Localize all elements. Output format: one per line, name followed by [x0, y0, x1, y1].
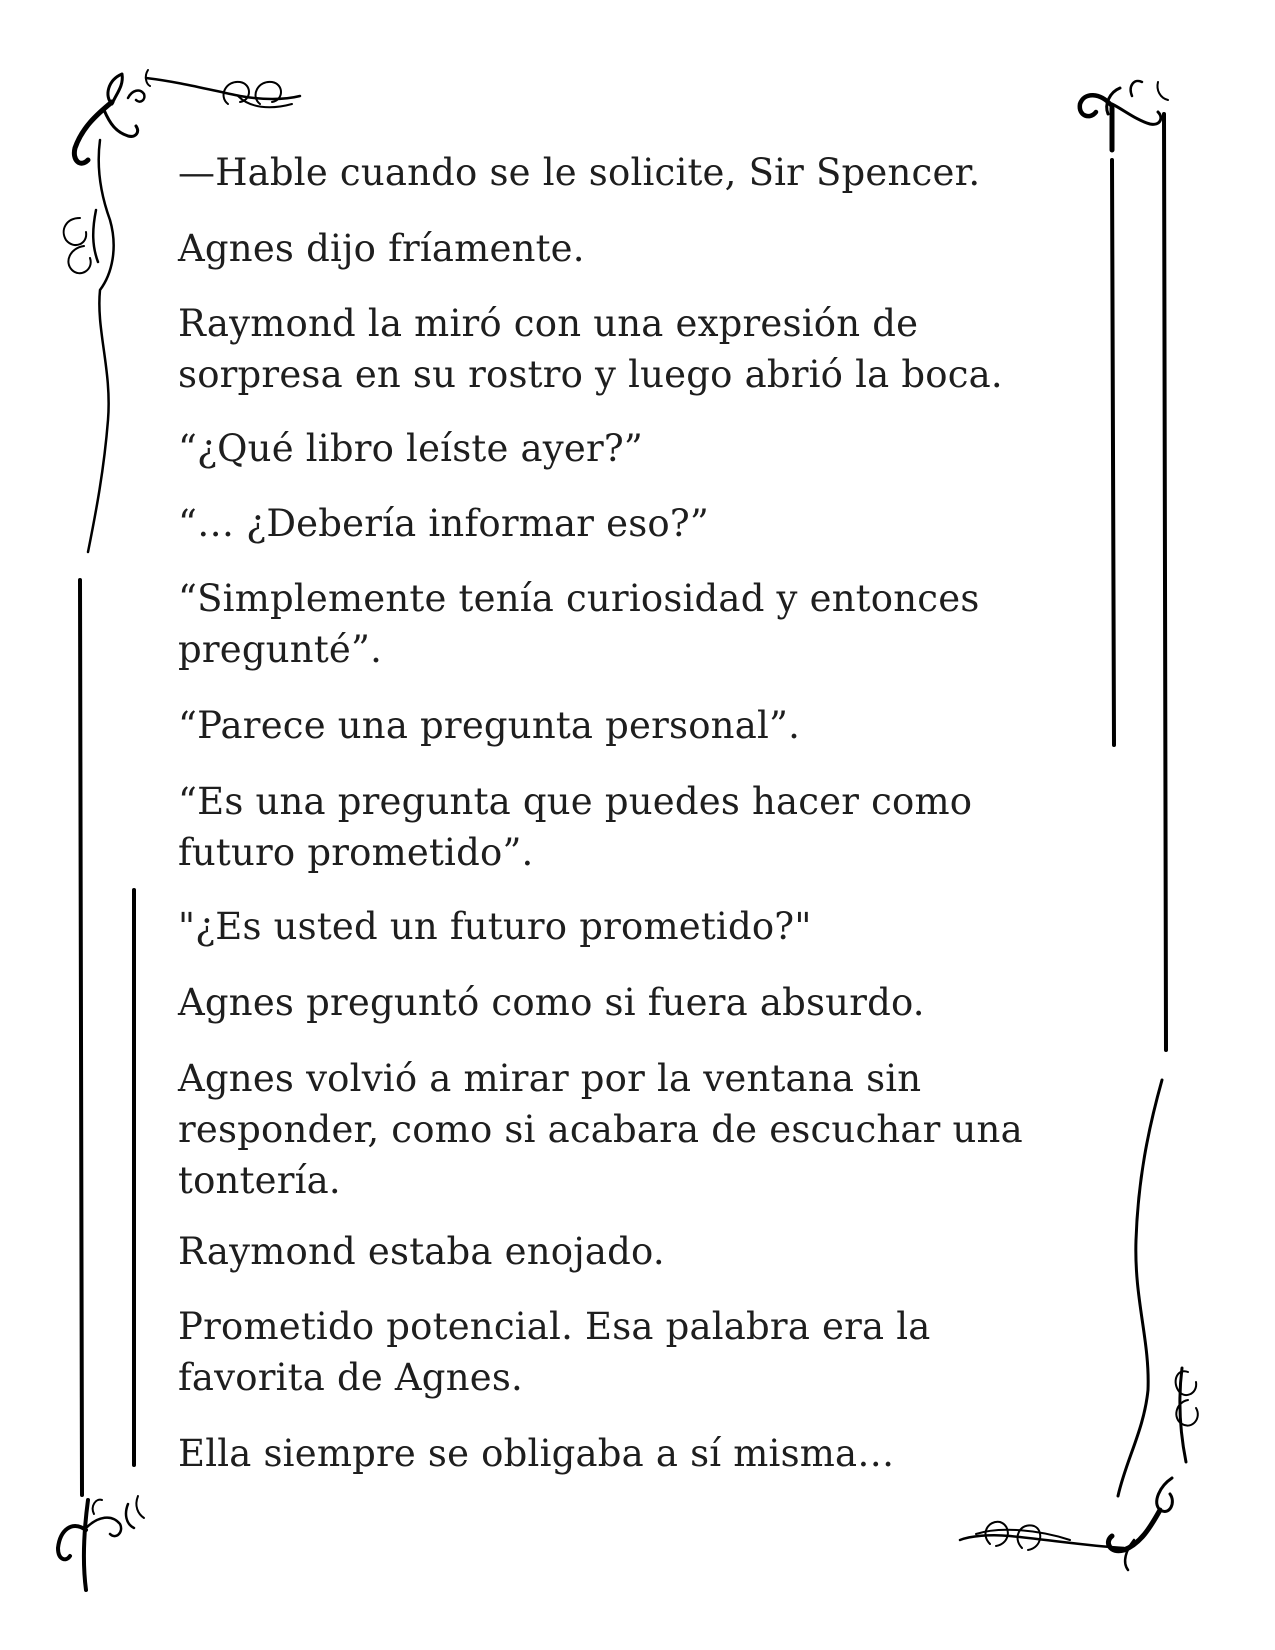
paragraph-line: pregunté”. [178, 628, 383, 671]
paragraph-line: tontería. [178, 1159, 341, 1202]
paragraph-line: Agnes volvió a mirar por la ventana sin [178, 1057, 922, 1100]
paragraph-line: Prometido potencial. Esa palabra era la [178, 1305, 931, 1348]
paragraph [178, 1428, 895, 1479]
paragraph-line: favorita de Agnes. [178, 1356, 523, 1399]
paragraph [178, 977, 925, 1028]
paragraph [178, 901, 812, 952]
right-border-line-short [1112, 160, 1114, 745]
paragraph-line: “… ¿Debería informar eso?” [178, 502, 710, 545]
paragraph [178, 223, 585, 274]
bottom-left-flourish [58, 1496, 144, 1590]
paragraph [178, 573, 980, 675]
paragraph-line: “Parece una pregunta personal”. [178, 704, 801, 747]
paragraph-line: Raymond la miró con una expresión de [178, 302, 919, 345]
left-border-line-long [80, 580, 82, 1495]
paragraph [178, 776, 972, 878]
paragraph [178, 1301, 931, 1403]
paragraph [178, 1226, 665, 1277]
paragraph [178, 700, 800, 751]
paragraph-line: sorpresa en su rostro y luego abrió la boca. [178, 353, 1003, 396]
paragraph-line: “¿Qué libro leíste ayer?” [178, 427, 644, 470]
top-right-flourish [1080, 81, 1168, 150]
paragraph-line: responder, como si acabara de escuchar una [178, 1108, 1023, 1151]
paragraph [178, 147, 980, 198]
paragraph [178, 498, 709, 549]
paragraph [178, 298, 1003, 400]
paragraph-line: futuro prometido”. [178, 831, 534, 874]
paragraph-line: Raymond estaba enojado. [178, 1230, 665, 1273]
paragraph-line: "¿Es usted un futuro prometido?" [178, 905, 812, 948]
right-border-line-long [1164, 114, 1166, 1050]
paragraph-line: “Simplemente tenía curiosidad y entonces [178, 577, 980, 620]
paragraph-line: Agnes preguntó como si fuera absurdo. [178, 981, 925, 1024]
paragraph [178, 423, 643, 474]
paragraph [178, 1053, 1023, 1206]
paragraph-line: Ella siempre se obligaba a sí misma… [178, 1432, 895, 1475]
paragraph-line: “Es una pregunta que puedes hacer como [178, 780, 973, 823]
paragraph-line: Agnes dijo fríamente. [178, 227, 585, 270]
paragraph-line: —Hable cuando se le solicite, Sir Spencer. [178, 151, 981, 194]
